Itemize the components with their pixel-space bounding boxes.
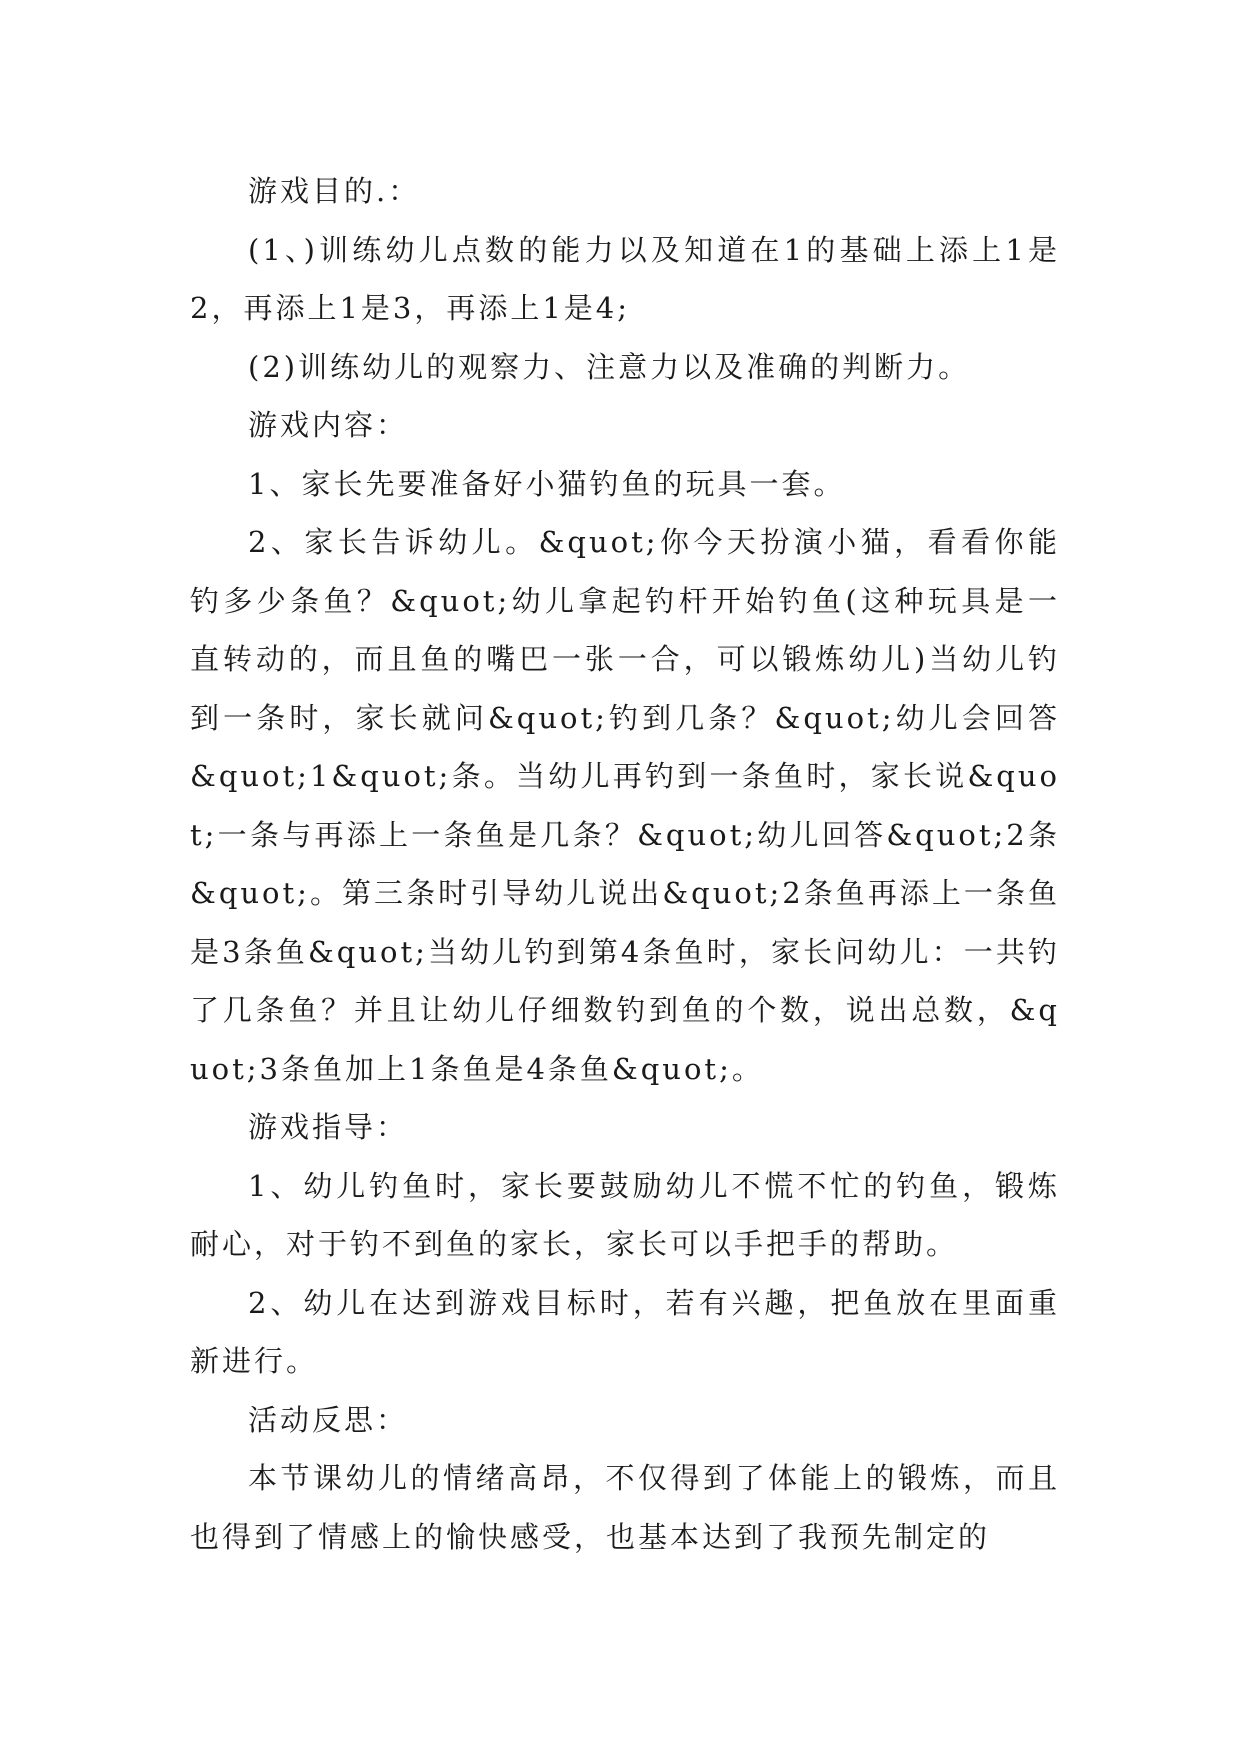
content-item-1: 1、家长先要准备好小猫钓鱼的玩具一套。 [248,466,846,501]
guidance-item-2: 2、幼儿在达到游戏目标时，若有兴趣，把鱼放在里面重新进行。 [190,1285,1060,1378]
heading-game-goal: 游戏目的.： [248,174,421,208]
heading-game-content: 游戏内容： [248,408,409,442]
goal-item-2: (2)训练幼儿的观察力、注意力以及准确的判断力。 [248,349,971,384]
content-item-2: 2、家长告诉幼儿。&quot;你今天扮演小猫，看看你能钓多少条鱼？&quot;幼儿拿起钓杆开始钓鱼(这种玩具是一直转动的，而且鱼的嘴巴一张一合，可以锻炼幼儿)当幼儿钓到一条时，家长就问&quot;钓到几条？&quot;幼儿会回答&quot;1&quot;条。当幼儿再钓到一条鱼时，家长说&quot;一条与再添上一条鱼是几条？&quot;幼儿回答&quot;2条&quot;。第三条时引导幼儿说出&quot;2条鱼再添上一条鱼是3条鱼&quot;当幼儿钓到第4条鱼时，家长问幼儿：一共钓了几条鱼？并且让幼儿仔细数钓到鱼的个数，说出总数，&quot;3条鱼加上1条鱼是4条鱼&quot;。 [190,525,1060,1086]
reflection-paragraph: 本节课幼儿的情绪高昂，不仅得到了体能上的锻炼，而且也得到了情感上的愉快感受，也基本达到了我预先制定的 [190,1461,1060,1554]
document-body [190,162,1060,1566]
heading-reflection: 活动反思： [248,1402,409,1437]
goal-item-1: (1、)训练幼儿点数的能力以及知道在1的基础上添上1是2，再添上1是3，再添上1是4; [190,232,1060,325]
guidance-item-1: 1、幼儿钓鱼时，家长要鼓励幼儿不慌不忙的钓鱼，锻炼耐心，对于钓不到鱼的家长，家长可以手把手的帮助。 [190,1168,1060,1261]
heading-game-guidance: 游戏指导： [248,1110,409,1144]
